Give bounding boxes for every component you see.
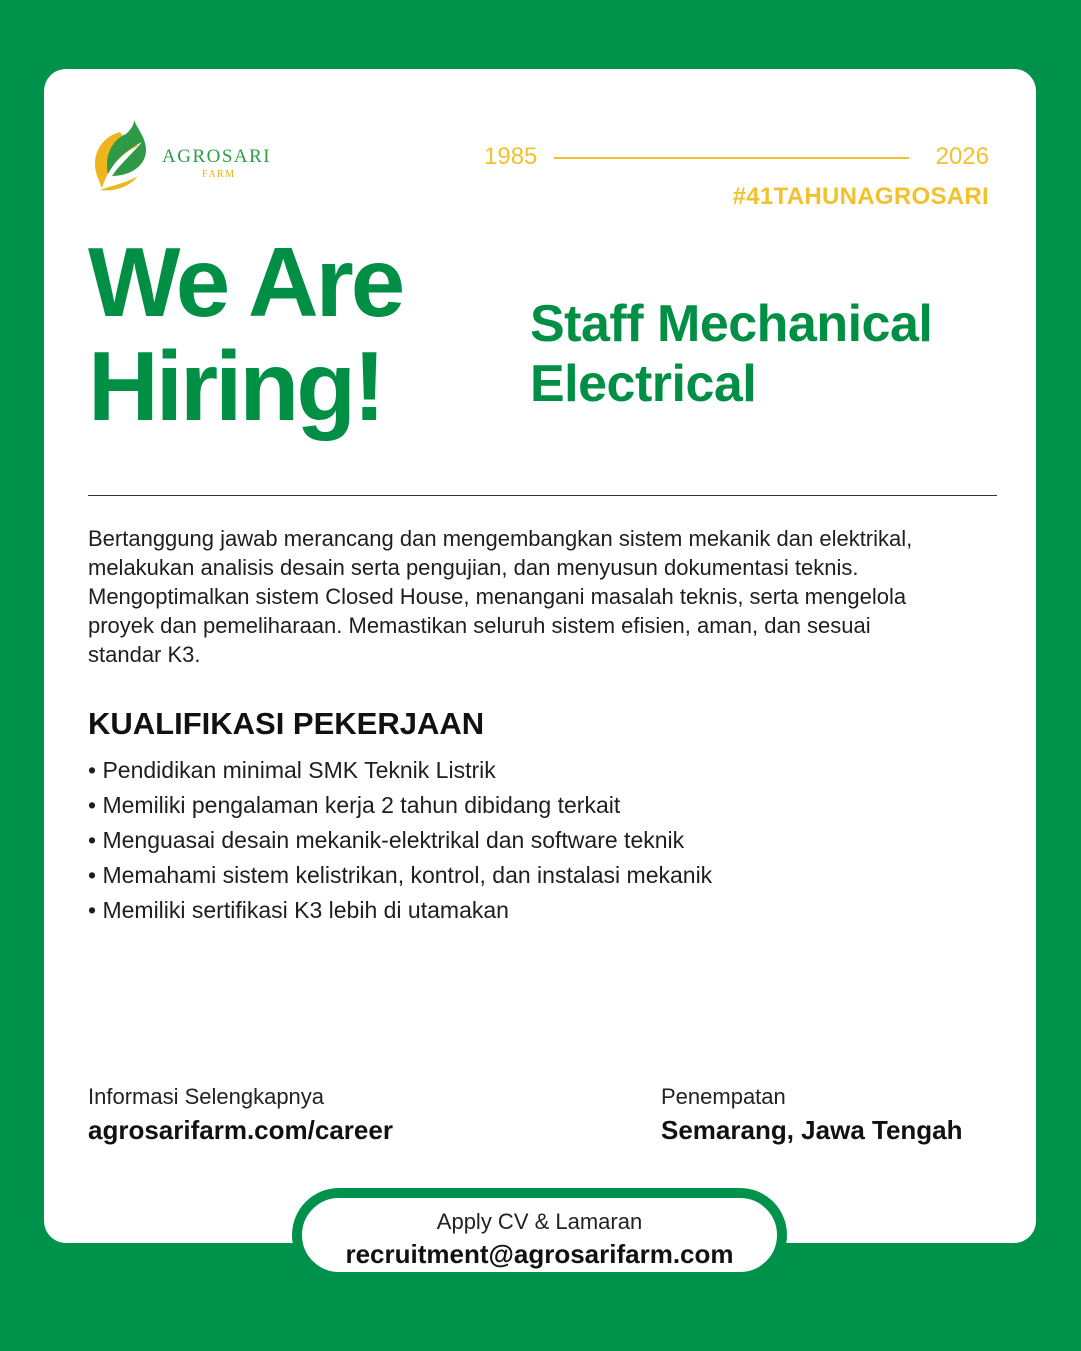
position-line-2: Electrical — [530, 355, 757, 413]
start-year: 1985 — [484, 143, 538, 170]
qualification-item: • Menguasai desain mekanik-elektrikal dan software teknik — [88, 826, 712, 861]
brand-sub: FARM — [202, 169, 236, 180]
career-link[interactable]: agrosarifarm.com/career — [88, 1115, 393, 1145]
company-logo — [90, 120, 290, 196]
job-description: Bertanggung jawab merancang dan mengembangkan sistem mekanik dan elektrikal, melakukan analisis desain serta pengujian, dan menyusun dokumentasi teknis. Mengoptimalkan sistem Closed House, menangani masalah teknis, serta mengelola proyek dan pemeliharaan. Memastikan seluruh sistem efisien, aman, dan sesuai standar K3. — [88, 526, 913, 667]
headline-line-1: We Are — [88, 227, 403, 337]
qualification-item: • Memiliki sertifikasi K3 lebih di utamakan — [88, 896, 712, 931]
apply-pill — [292, 1188, 787, 1282]
qualifications-list — [88, 756, 712, 931]
qualification-item: • Pendidikan minimal SMK Teknik Listrik — [88, 756, 712, 791]
anniversary-years — [484, 143, 989, 173]
leaf-logo-icon — [90, 120, 154, 196]
position-line-1: Staff Mechanical — [530, 295, 933, 353]
brand-name: AGROSARI — [162, 146, 272, 167]
job-position-title — [530, 294, 932, 414]
qualification-item: • Memahami sistem kelistrikan, kontrol, dan instalasi mekanik — [88, 861, 712, 896]
recruitment-email-link[interactable]: recruitment@agrosarifarm.com — [345, 1239, 734, 1269]
qualification-item: • Memiliki pengalaman kerja 2 tahun dibidang terkait — [88, 791, 712, 826]
placement-value: Semarang, Jawa Tengah — [661, 1115, 963, 1145]
year-divider-line — [554, 157, 909, 159]
apply-label: Apply CV & Lamaran — [436, 1209, 643, 1234]
end-year: 2026 — [935, 143, 989, 170]
placement-label: Penempatan — [661, 1084, 786, 1109]
qualifications-title: KUALIFIKASI PEKERJAAN — [88, 706, 485, 741]
hiring-headline — [88, 227, 403, 441]
info-label: Informasi Selengkapnya — [88, 1084, 325, 1109]
anniversary-hashtag: #41TAHUNAGROSARI — [732, 183, 989, 210]
section-divider — [88, 495, 997, 496]
headline-line-2: Hiring! — [88, 331, 383, 441]
